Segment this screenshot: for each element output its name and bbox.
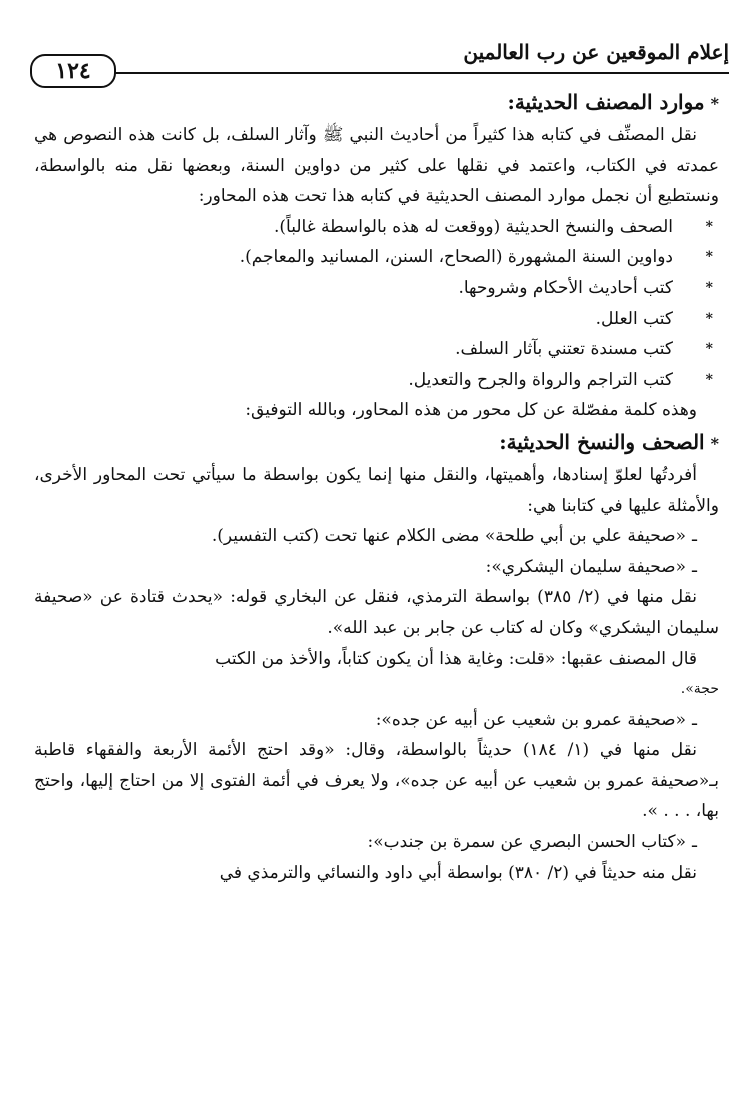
paragraph: نقل منها في (١/ ١٨٤) حديثاً بالواسطة، وقال: «وقد احتج الأئمة الأربعة والفقهاء قاطبة بـ«صحيفة عمرو بن شعيب عن أبيه عن جده»، ولا يعرف في أئمة الفتوى إلا من احتاج إليها، واحتج بها، . . . ».	[34, 740, 719, 822]
list-item	[34, 242, 719, 273]
asterisk-icon: *	[710, 433, 719, 453]
asterisk-icon: *	[705, 218, 713, 235]
list-item-text: كتب مسندة تعتني بآثار السلف.	[455, 339, 673, 360]
paragraph: أفردتُها لعلوّ إسنادها، وأهميتها، والنقل منها إنما يكون بواسطة ما سيأتي تحت المحاور الأخرى، والأمثلة عليها في كتابنا هي:	[34, 464, 719, 516]
list-item	[34, 334, 719, 365]
paragraph: قال المصنف عقبها: «قلت: وغاية هذا أن يكون كتاباً، والأخذ من الكتب	[215, 648, 697, 669]
list-item-text: كتب العلل.	[595, 308, 673, 329]
list-item	[34, 273, 719, 304]
header-rule	[114, 72, 729, 74]
list-item-text: الصحف والنسخ الحديثية (ووقعت له هذه بالواسطة غالباً).	[274, 216, 673, 237]
section-heading-sources	[34, 86, 719, 120]
list-item	[34, 304, 719, 335]
sahifa-item	[34, 705, 719, 736]
page-number: ١٢٤	[30, 54, 116, 88]
asterisk-icon: *	[705, 371, 713, 388]
list-item-text: كتب التراجم والرواة والجرح والتعديل.	[408, 369, 673, 390]
section-title: موارد المصنف الحديثية:	[507, 90, 705, 114]
asterisk-icon: *	[705, 341, 713, 358]
list-item	[34, 212, 719, 243]
sahifa-item	[34, 521, 719, 552]
dash-marker: ـ	[692, 556, 697, 577]
list-item	[34, 365, 719, 396]
dash-marker: ـ	[692, 526, 697, 547]
sources-list	[34, 212, 719, 396]
paragraph: نقل المصنِّف في كتابه هذا كثيراً من أحاديث النبي ﷺ وآثار السلف، بل كانت هذه النصوص هي عمدته في الكتاب، واعتمد في نقلها على كثير من دواوين السنة، وبعضها نقل منه بالواسطة، ونستطيع أن نجمل موارد المصنف الحديثية في كتابه هذا تحت هذه المحاور:	[34, 125, 719, 207]
list-item-text: كتب أحاديث الأحكام وشروحها.	[458, 277, 673, 298]
section-heading-sahaif	[34, 426, 719, 460]
page-body	[34, 86, 719, 888]
sahifa-title: «صحيفة سليمان اليشكري»:	[485, 556, 687, 577]
dash-marker: ـ	[692, 709, 697, 730]
sahifa-title: «كتاب الحسن البصري عن سمرة بن جندب»:	[367, 832, 687, 853]
book-title: إعلام الموقعين عن رب العالمين	[463, 40, 729, 64]
paragraph: نقل منها في (٢/ ٣٨٥) بواسطة الترمذي، فنقل عن البخاري قوله: «يحدث قتادة عن «صحيفة سليمان اليشكري» وكان له كتاب عن جابر بن عبد الله».	[34, 587, 719, 638]
sahifa-item	[34, 827, 719, 858]
paragraph-end: حجة».	[680, 681, 719, 698]
sahifa-title: «صحيفة عمرو بن شعيب عن أبيه عن جده»:	[375, 709, 687, 730]
section-title: الصحف والنسخ الحديثية:	[499, 429, 705, 454]
paragraph: وهذه كلمة مفصّلة عن كل محور من هذه المحاور، وبالله التوفيق:	[245, 400, 697, 421]
sahifa-title: «صحيفة علي بن أبي طلحة» مضى الكلام عنها تحت (كتب التفسير).	[211, 526, 687, 547]
running-header	[26, 32, 729, 84]
sahifa-item	[34, 552, 719, 583]
asterisk-icon: *	[710, 94, 719, 113]
list-item-text: دواوين السنة المشهورة (الصحاح، السنن، المسانيد والمعاجم).	[239, 247, 673, 268]
asterisk-icon: *	[705, 310, 713, 327]
asterisk-icon: *	[705, 249, 713, 266]
dash-marker: ـ	[692, 832, 697, 853]
paragraph: نقل منه حديثاً في (٢/ ٣٨٠) بواسطة أبي داود والنسائي والترمذي في	[219, 862, 697, 883]
asterisk-icon: *	[705, 279, 713, 296]
